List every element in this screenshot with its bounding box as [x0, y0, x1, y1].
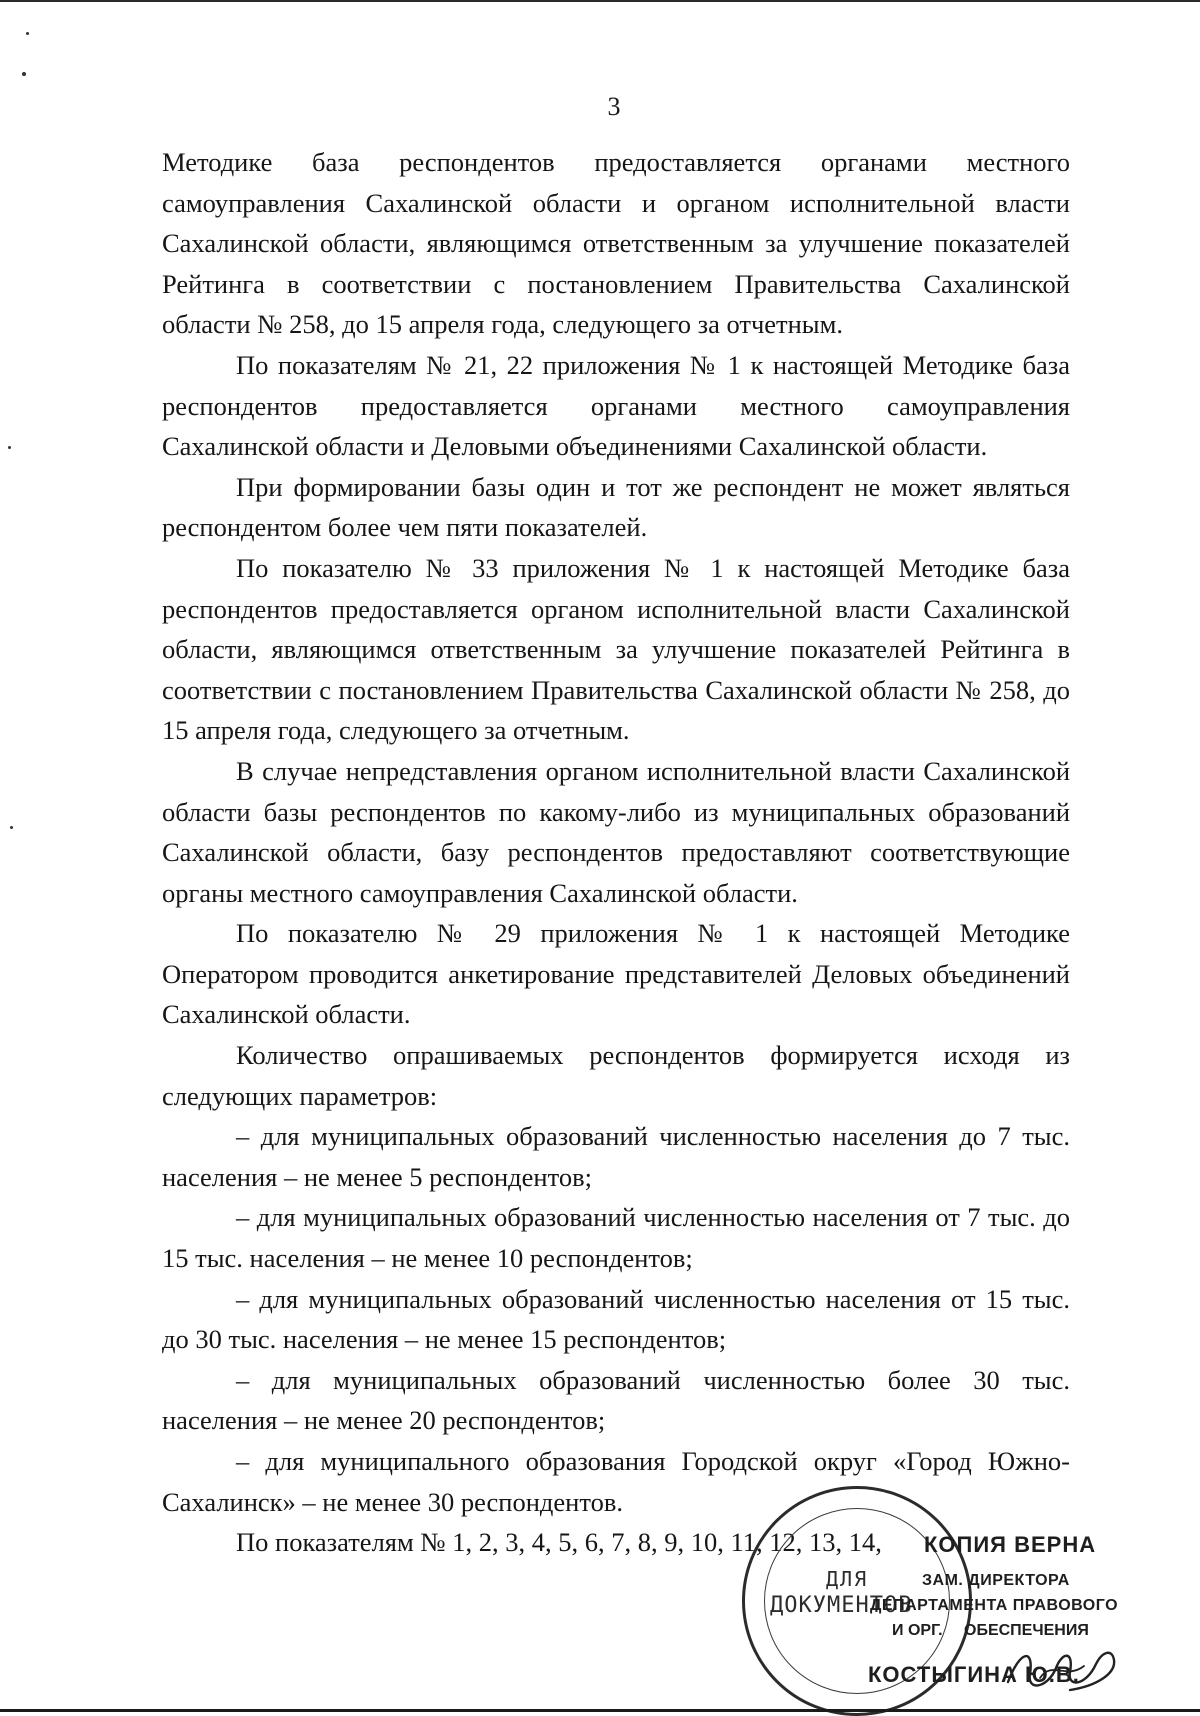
stamp-deputy-director: ЗАМ. ДИРЕКТОРА	[922, 1572, 1070, 1589]
scan-speck	[10, 826, 13, 829]
paragraph-truncated: По показателям № 1, 2, 3, 4, 5, 6, 7, 8, 9, 10, 11, 12, 13, 14,	[236, 1527, 882, 1558]
paragraph: В случае непредставления органом исполнительной власти Сахалинской области базы респондентов по какому-либо из муниципальных образований Сахалинской области, базу респондентов предоставляют соответствующие органы местного самоуправления Сахалинской области.	[162, 755, 1070, 908]
scan-top-border	[0, 0, 1200, 2]
paragraph: По показателю № 29 приложения № 1 к настоящей Методике Оператором проводится анкетирование представителей Деловых объединений Сахалинской области.	[162, 918, 1070, 1030]
handwritten-signature	[1000, 1630, 1120, 1700]
scan-bottom-border	[0, 1709, 1200, 1712]
paragraph: По показателю № 33 приложения № 1 к настоящей Методике база респондентов предоставляется органом исполнительной власти Сахалинской области, являющимся ответственным за улучшение показателей Рейтинга в соответствии с постановлением Правительства Сахалинской области № 258, до 15 апреля года, следующего за отчетным.	[162, 552, 1070, 746]
list-item: – для муниципальных образований численностью населения от 7 тыс. до 15 тыс. населения – не менее 10 респондентов;	[162, 1202, 1070, 1274]
paragraph: Количество опрашиваемых респондентов формируется исходя из следующих параметров:	[162, 1040, 1070, 1111]
scan-speck	[26, 32, 29, 35]
scan-speck	[22, 72, 26, 76]
list-item: – для муниципальных образований численностью более 30 тыс. населения – не менее 20 респондентов;	[162, 1364, 1070, 1436]
copy-certified-stamp: КОПИЯ ВЕРНА	[924, 1532, 1097, 1557]
list-item: – для муниципальных образований численностью населения до 7 тыс. населения – не менее 5 респондентов;	[162, 1121, 1070, 1192]
document-body	[162, 142, 1070, 1563]
stamp-signer-name: КОСТЫГИНА Ю.В.	[868, 1662, 1080, 1687]
stamp-department: ДЕПАРТАМЕНТА ПРАВОВОГО	[870, 1597, 1119, 1614]
scan-speck	[8, 446, 11, 449]
seal-text-documents: ДОКУМЕНТОВ	[770, 1593, 913, 1618]
paragraph: При формировании базы один и тот же респондент не может являться респондентом более чем пяти показателей.	[162, 471, 1070, 543]
paragraph: Методике база респондентов предоставляется органами местного самоуправления Сахалинской области и органом исполнительной власти Сахалинской области, являющимся ответственным за улучшение показателей Рейтинга в соответствии с постановлением Правительства Сахалинской области № 258, до 15 апреля года, следующего за отчетным.	[162, 147, 1070, 340]
paragraph: По показателям № 21, 22 приложения № 1 к настоящей Методике база респондентов предоставляется органами местного самоуправления Сахалинской области и Деловыми объединениями Сахалинской области.	[162, 349, 1070, 462]
stamp-and-org: И ОРГ.	[892, 1622, 943, 1639]
stamp-provision: ОБЕСПЕЧЕНИЯ	[964, 1622, 1089, 1639]
list-item: – для муниципального образования Городской округ «Город Южно-Сахалинск» – не менее 30 респондентов.	[162, 1446, 1070, 1517]
page-number: 3	[607, 92, 621, 121]
seal-text-for: ДЛЯ	[826, 1567, 869, 1591]
list-item: – для муниципальных образований численностью населения от 15 тыс. до 30 тыс. населения – не менее 15 респондентов;	[162, 1283, 1070, 1355]
